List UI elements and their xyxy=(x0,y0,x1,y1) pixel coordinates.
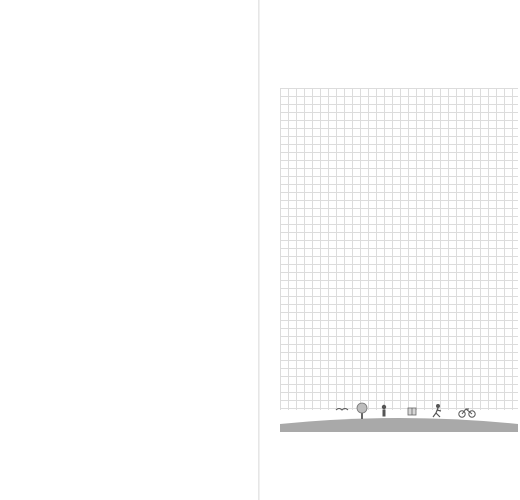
side-tab-label xyxy=(500,350,505,380)
running-header xyxy=(34,73,244,85)
panel-body xyxy=(294,100,490,220)
illustration-svg xyxy=(280,380,518,432)
bird-icon xyxy=(336,409,348,411)
right-page xyxy=(260,0,520,500)
gift-icon xyxy=(408,408,416,415)
left-body-text xyxy=(40,96,248,366)
page-number xyxy=(506,350,511,380)
bicycle-icon xyxy=(459,409,475,417)
child-icon xyxy=(382,405,386,417)
ground-hill xyxy=(280,418,518,432)
tree-icon xyxy=(357,403,367,419)
bottom-illustration xyxy=(280,380,518,432)
left-page xyxy=(0,0,259,500)
runner-icon xyxy=(433,404,441,417)
